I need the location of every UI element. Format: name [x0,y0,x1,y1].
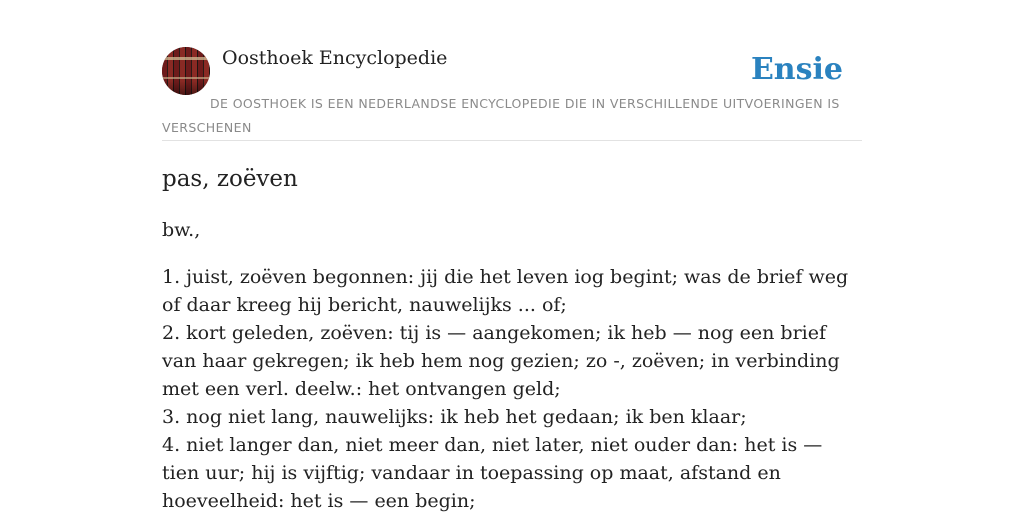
definition-item: 3. nog niet lang, nauwelijks: ik heb het gedaan; ik ben klaar; [162,406,747,428]
part-of-speech: bw., [162,219,201,241]
site-tagline: DE OOSTHOEK IS EEN NEDERLANDSE ENCYCLOPEDIE DIE IN VERSCHILLENDE UITVOERINGEN IS VERSCHENEN [162,96,840,135]
header [162,46,862,141]
encyclopedia-avatar[interactable] [162,47,210,95]
definition-item: 4. niet langer dan, niet meer dan, niet later, niet ouder dan: het is — tien uur; hij is vijftig; vandaar in toepassing op maat, afstand en hoeveelheid: het is — een begin; [162,434,823,512]
definition-item: 2. kort geleden, zoëven: tij is — aangekomen; ik heb — nog een brief van haar gekregen; ik heb hem nog gezien; zo -, zoëven; in verbinding met een verl. deelw.: het ontvangen geld; [162,322,840,400]
ensie-logo-link[interactable]: Ensie [750,52,843,87]
entry-title: pas, zoëven [162,166,298,192]
definition-item: 1. juist, zoëven begonnen: jij die het leven iog begint; was de brief weg of daar kreeg hij bericht, nauwelijks ... of; [162,266,849,316]
definitions-list [162,263,862,512]
site-name-link[interactable]: Oosthoek Encyclopedie [222,47,448,69]
